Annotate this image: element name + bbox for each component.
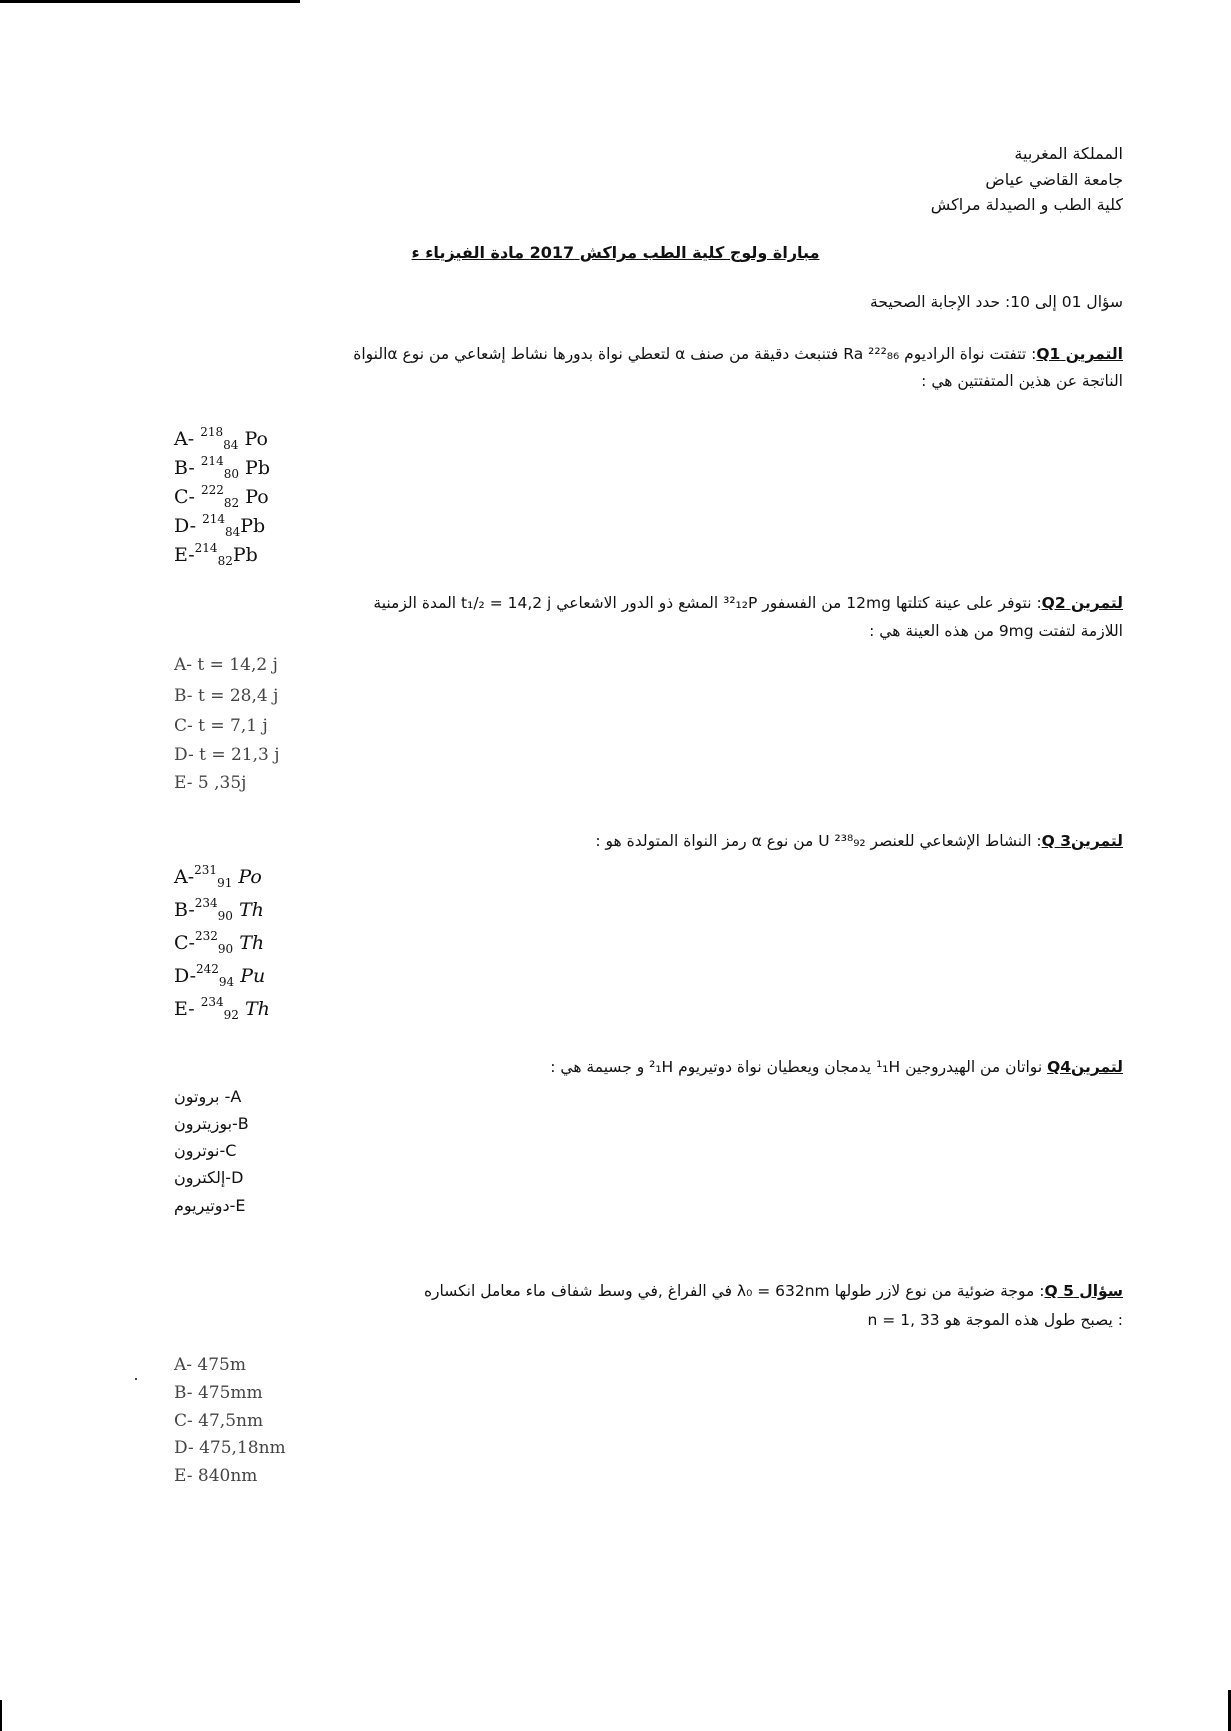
q2-statement xyxy=(373,594,1123,612)
q1-option-b[interactable]: B- $^{214}_{80}$ Pb xyxy=(174,454,270,481)
q3-option-c[interactable]: C-$^{232}_{90}$ Th xyxy=(174,929,265,956)
q5-label: سؤال 5 Q xyxy=(1044,1282,1123,1300)
q5-text-1: : موجة ضوئية من نوع لازر طولها λ₀ = 632nm في الفراغ ,في وسط شفاف ماء معامل انكساره xyxy=(423,1282,1045,1300)
q2-text-2: اللازمة لتفتت 9mg من هذه العينة هي : xyxy=(869,622,1123,640)
q3-label: لتمرين3 Q xyxy=(1041,832,1123,850)
header-university: جامعة القاضي عياض xyxy=(985,170,1123,189)
q5-option-c[interactable]: C- 47,5nm xyxy=(174,1411,264,1431)
q3-option-a[interactable]: A-$^{231}_{91}$ Po xyxy=(174,863,262,890)
q5-option-d[interactable]: D- 475,18nm xyxy=(174,1438,286,1458)
scan-border-left xyxy=(0,1700,2,1731)
q3-option-e[interactable]: E- $^{234}_{92}$ Th xyxy=(174,995,270,1022)
q5-option-e[interactable]: E- 840nm xyxy=(174,1466,258,1486)
q1-option-a[interactable]: A- $^{218}_{84}$ Po xyxy=(174,425,268,452)
q5-option-b[interactable]: B- 475mm xyxy=(174,1383,263,1403)
q3-option-d[interactable]: D-$^{242}_{94}$ Pu xyxy=(174,962,266,989)
q5-text-2: n = 1, 33 يصبح طول هذه الموجة هو : xyxy=(867,1311,1123,1329)
q1-label: التمرين Q1 xyxy=(1036,345,1123,363)
header-kingdom: المملكة المغربية xyxy=(1014,144,1123,163)
q2-option-b[interactable]: B- t = 28,4 j xyxy=(174,686,279,706)
q4-text-1: نواتان من الهيدروجين ¹₁H يدمجان ويعطيان نواة دوتيريوم ²₁H و جسيمة هي : xyxy=(550,1058,1043,1076)
page-title: مباراة ولوج كلية الطب مراكش 2017 مادة الفيزياء ء xyxy=(411,243,820,262)
q2-option-d[interactable]: D- t = 21,3 j xyxy=(174,745,280,765)
q4-option-e[interactable]: دوتيريوم-E xyxy=(174,1196,246,1215)
q2-option-a[interactable]: A- t = 14,2 j xyxy=(174,655,278,675)
q2-text-1: : نتوفر على عينة كتلتها 12mg من الفسفور ³²₁₂P المشع ذو الدور الاشعاعي t₁/₂ = 14,2 j المدة الزمنية xyxy=(373,594,1042,612)
q1-text-2: الناتجة عن هذين المتفتتين هي : xyxy=(921,372,1123,390)
q4-option-c[interactable]: نوترون-C xyxy=(174,1141,237,1160)
scan-border-top xyxy=(0,0,300,3)
q2-option-c[interactable]: C- t = 7,1 j xyxy=(174,716,268,736)
q5-option-a[interactable]: A- 475m xyxy=(174,1355,246,1375)
q4-option-a[interactable]: بروتون -A xyxy=(174,1087,242,1106)
q1-option-c[interactable]: C- $^{222}_{82}$ Po xyxy=(174,483,269,510)
q1-statement xyxy=(353,345,1123,363)
q1-option-e[interactable]: E-$^{214}_{82}$Pb xyxy=(174,541,258,568)
q4-label: لتمرينQ4 xyxy=(1047,1058,1123,1076)
q5-statement xyxy=(424,1282,1123,1300)
q2-option-e[interactable]: E- 5 ,35j xyxy=(174,773,247,793)
q4-statement xyxy=(550,1058,1123,1076)
scan-speck xyxy=(135,1378,137,1380)
q3-text-1: : النشاط الإشعاعي للعنصر ²³⁸₉₂ U من نوع α رمز النواة المتولدة هو : xyxy=(595,832,1042,850)
instructions: سؤال 01 إلى 10: حدد الإجابة الصحيحة xyxy=(870,293,1123,311)
q1-option-d[interactable]: D- $^{214}_{84}$Pb xyxy=(174,512,266,539)
q4-option-b[interactable]: بوزيترون-B xyxy=(174,1114,249,1133)
q3-statement xyxy=(595,832,1123,850)
q2-label: لتمرين Q2 xyxy=(1041,594,1123,612)
header-faculty: كلية الطب و الصيدلة مراكش xyxy=(930,195,1123,214)
q3-option-b[interactable]: B-$^{234}_{90}$ Th xyxy=(174,896,264,923)
q4-option-d[interactable]: إلكترون-D xyxy=(174,1168,244,1187)
q1-text-1: : تتفتت نواة الراديوم ²²²₈₆ Ra فتنبعث دقيقة من صنف α لتعطي نواة بدورها نشاط إشعاعي من نوع αالنواة xyxy=(353,345,1037,363)
